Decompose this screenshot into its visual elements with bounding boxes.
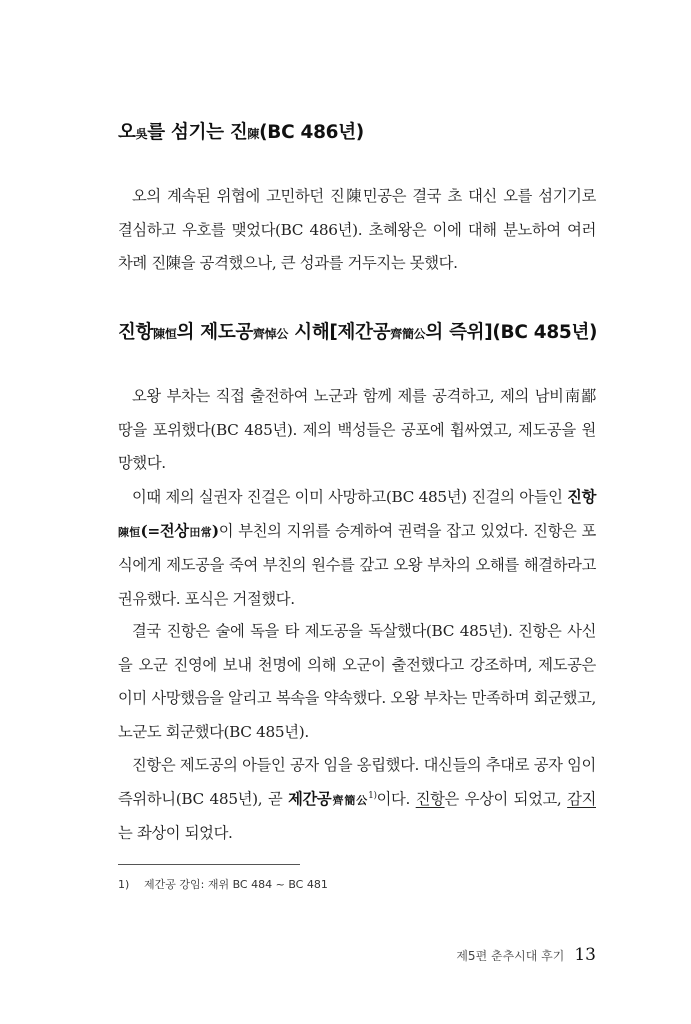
heading-text: 의 즉위](BC 485년) xyxy=(425,322,598,343)
section-heading-2 xyxy=(118,318,597,344)
heading-text: 를 섬기는 진 xyxy=(147,122,248,143)
bold-term-text: 제간공 xyxy=(288,789,332,808)
heading-text: 의 제도공 xyxy=(176,322,253,343)
paragraph-text: 진항은 제도공의 아들인 공자 임을 옹립했다. 대신들의 추대로 공자 임이 즉위하니(BC 485년), 곧 xyxy=(118,756,596,808)
paragraph-2: 오왕 부차는 직접 출전하여 노군과 함께 제를 공격하고, 제의 남비南鄙 땅을 포위했다(BC 485년). 제의 백성들은 공포에 휩싸였고, 제도공을 원망했다. xyxy=(118,387,596,472)
footnote-reference[interactable]: 1) xyxy=(368,790,377,801)
paragraph-3 xyxy=(118,481,596,616)
heading-text: 진항 xyxy=(118,322,154,343)
bold-term-text: ) xyxy=(211,521,219,540)
paragraph-text: 이때 제의 실권자 진걸은 이미 사망하고(BC 485년) 진걸의 아들인 xyxy=(132,488,568,506)
paragraph-text: 이다. xyxy=(376,789,416,808)
heading-hanja: 陳 xyxy=(247,127,260,141)
paragraph-4: 결국 진항은 술에 독을 타 제도공을 독살했다(BC 485년). 진항은 사신을 오군 진영에 보내 천명에 의해 오군이 출전했다고 강조하며, 제도공은 이미 사망했음을 알리고 복속을 약속했다. 오왕 부차는 만족하며 회군했고, 노군도 회군했다(BC 485년). xyxy=(118,622,596,741)
footnote-divider xyxy=(118,864,300,865)
page-footer xyxy=(456,945,596,965)
bold-term-hanja: 齊簡公 xyxy=(331,793,369,807)
heading-hanja: 陳恒 xyxy=(153,327,177,341)
footnote-text: 제간공 강임: 재위 BC 484 ~ BC 481 xyxy=(144,878,328,891)
heading-hanja: 齊悼公 xyxy=(253,327,289,341)
bold-term-hanja: 田常 xyxy=(188,525,212,539)
heading-hanja: 吳 xyxy=(135,127,148,141)
chapter-title: 제5편 춘추시대 후기 xyxy=(456,949,565,963)
footnote xyxy=(118,876,328,892)
paragraph-text: 은 우상이 되었고, xyxy=(444,789,568,808)
paragraph-text: 는 좌상이 되었다. xyxy=(118,824,233,842)
page-number: 13 xyxy=(574,945,596,965)
bold-term xyxy=(288,790,368,808)
paragraph-5 xyxy=(118,749,596,851)
bold-term-text: (=전상 xyxy=(140,521,189,540)
heading-text: 시해[제간공 xyxy=(288,322,391,343)
bold-term-text: 진항 xyxy=(567,488,596,506)
footnote-number: 1) xyxy=(118,878,130,891)
underlined-term: 진항 xyxy=(415,789,445,808)
bold-term-hanja: 陳恒 xyxy=(118,525,141,539)
heading-hanja: 齊簡公 xyxy=(390,327,426,341)
section-heading-1 xyxy=(118,118,364,144)
paragraph-1: 오의 계속된 위협에 고민하던 진陳민공은 결국 초 대신 오를 섬기기로 결심하고 우호를 맺었다(BC 486년). 초혜왕은 이에 대해 분노하여 여러 차례 진陳을 공격했으나, 큰 성과를 거두지는 못했다. xyxy=(118,187,596,272)
heading-text: (BC 486년) xyxy=(259,122,364,143)
paragraph-text: 이 부친의 지위를 승계하여 권력을 잡고 있었다. 진항은 포식에게 제도공을 죽여 부친의 원수를 갚고 오왕 부차의 오해를 해결하라고 권유했다. 포식은 거절했다. xyxy=(118,521,596,608)
heading-text: 오 xyxy=(118,122,136,143)
underlined-term: 감지 xyxy=(567,789,596,808)
